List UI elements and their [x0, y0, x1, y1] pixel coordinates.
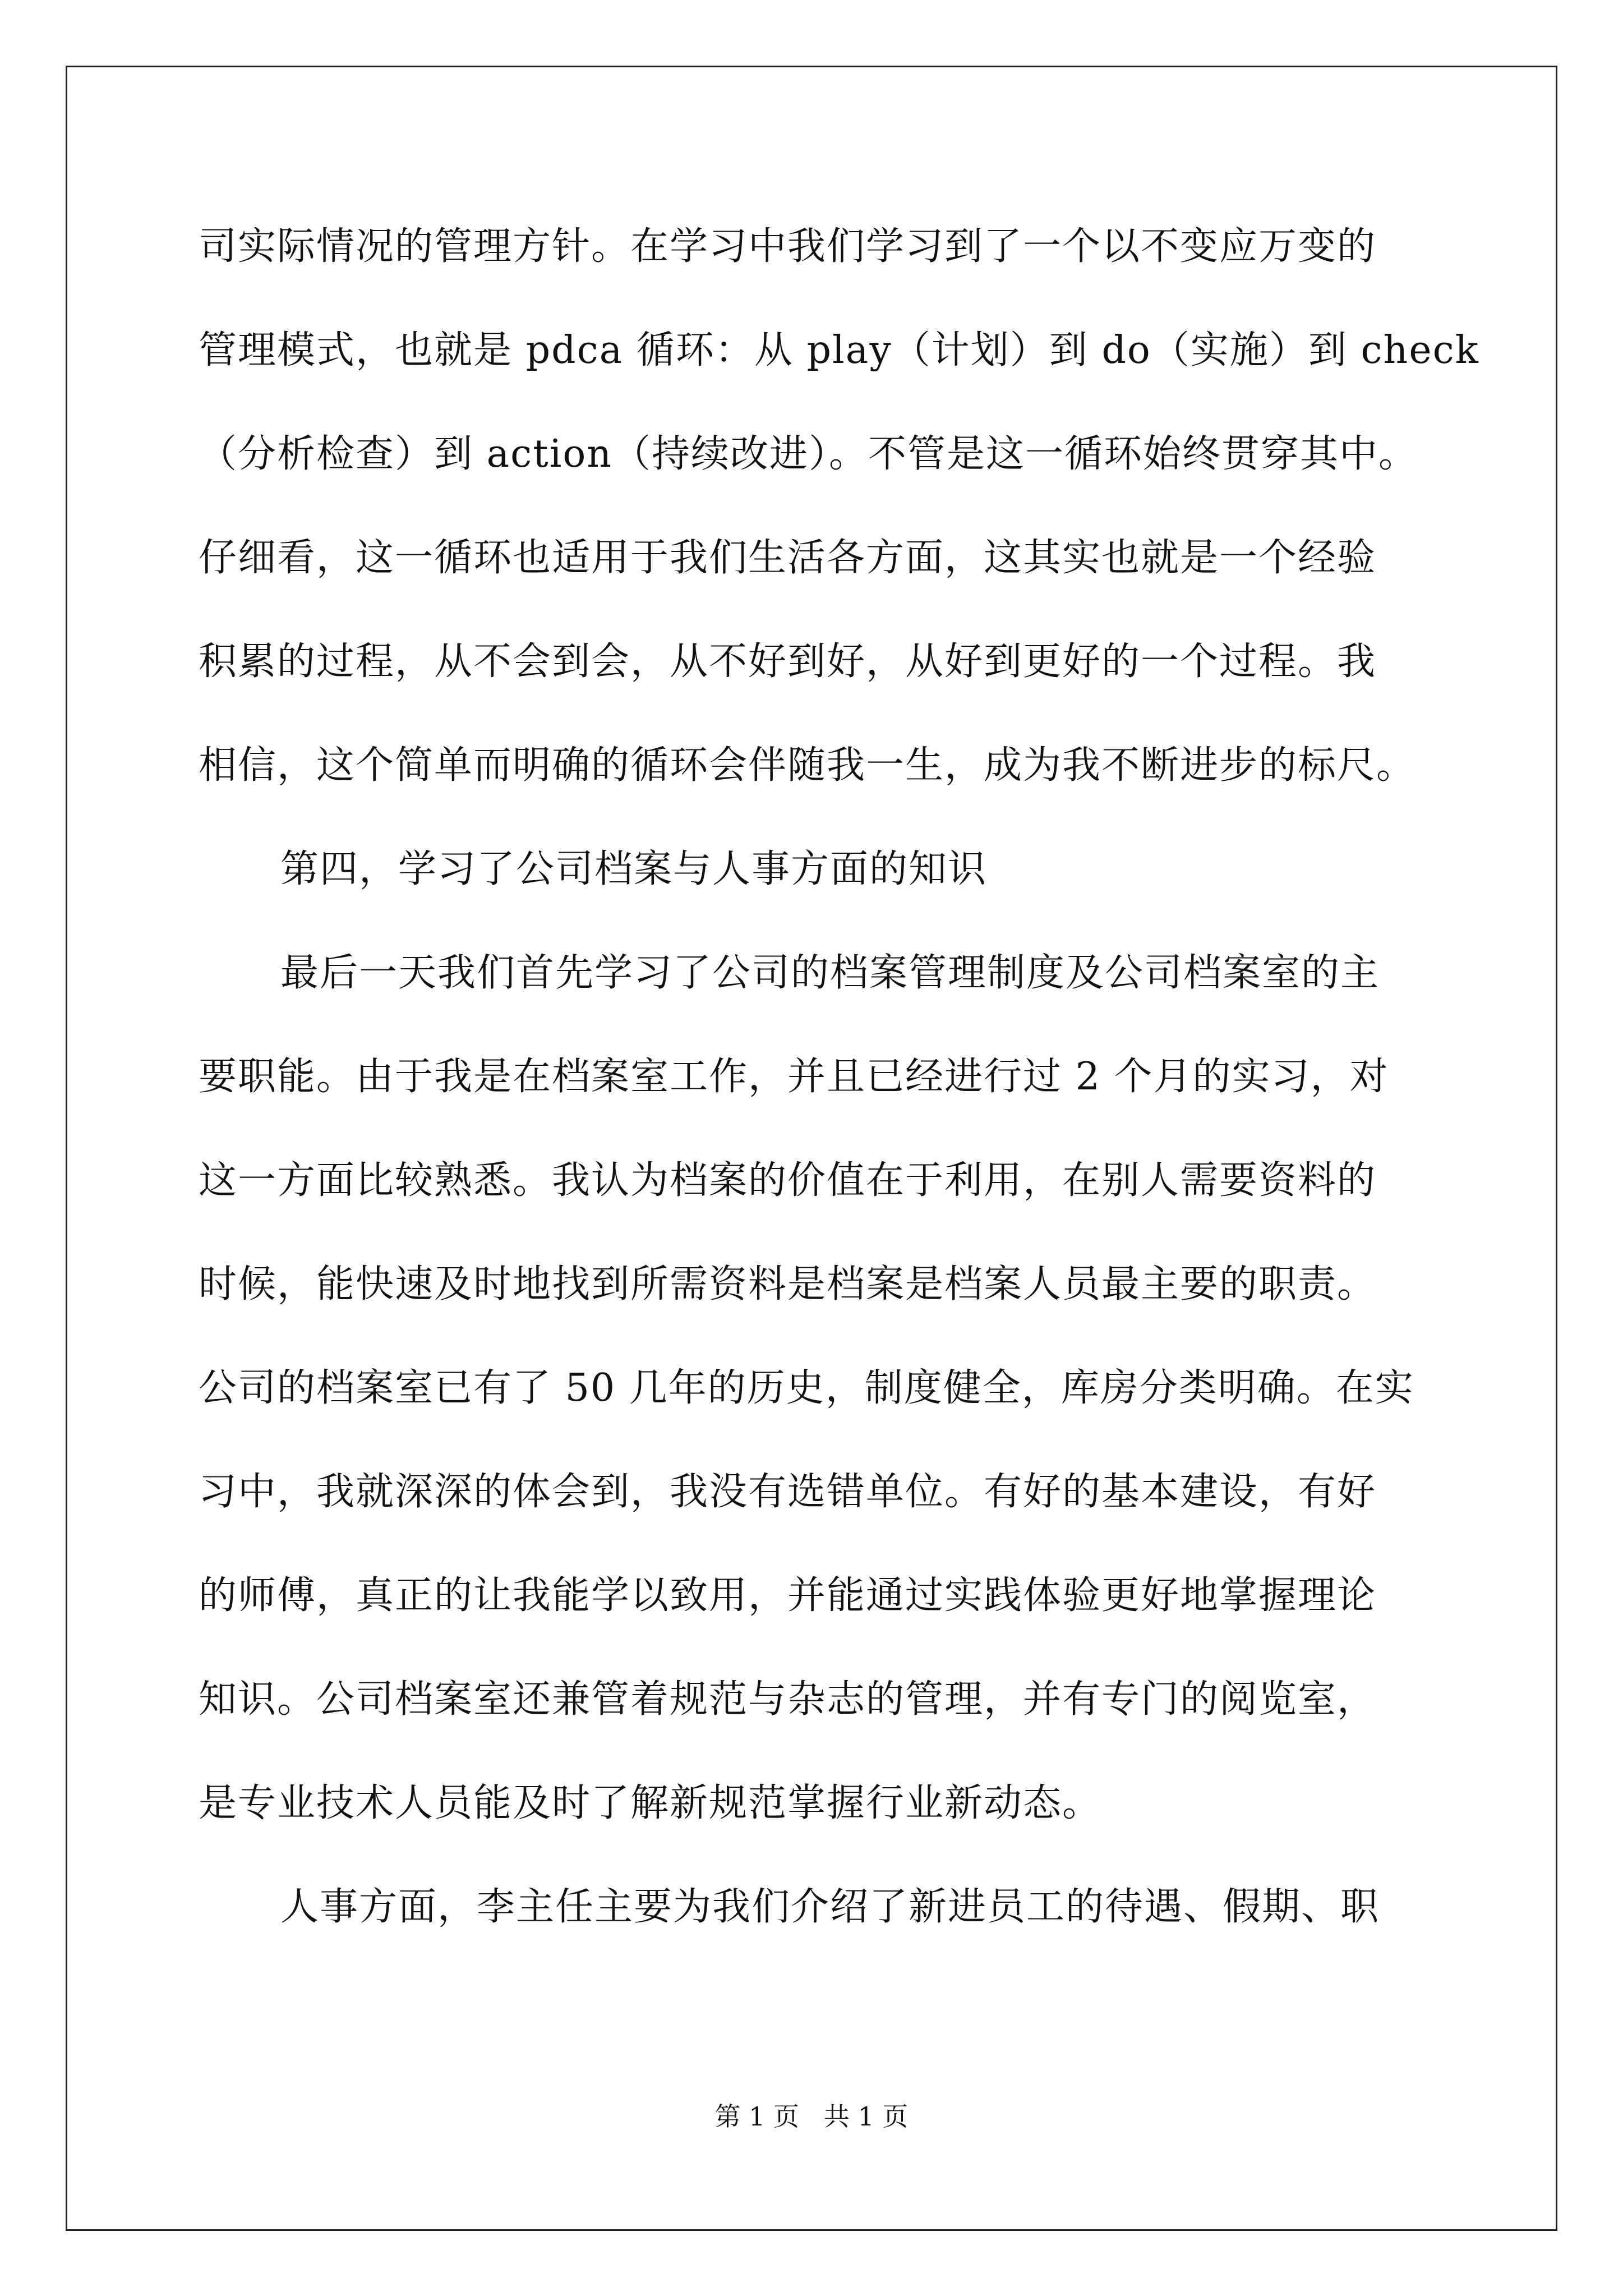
text-line-15: 知识。公司档案室还兼管着规范与杂志的管理，并有专门的阅览室，	[199, 1677, 1377, 1722]
text-line-17: 人事方面，李主任主要为我们介绍了新进员工的待遇、假期、职	[280, 1885, 1380, 1929]
text-line-14: 的师傅，真正的让我能学以致用，并能通过实践体验更好地掌握理论	[199, 1573, 1377, 1618]
text-line-9: 要职能。由于我是在档案室工作，并且已经进行过 2 个月的实习，对	[199, 1055, 1389, 1099]
text-line-1: 司实际情况的管理方针。在学习中我们学习到了一个以不变应万变的	[199, 224, 1377, 269]
text-line-16: 是专业技术人员能及时了解新规范掌握行业新动态。	[199, 1781, 1102, 1825]
text-line-8: 最后一天我们首先学习了公司的档案管理制度及公司档案室的主	[280, 951, 1380, 995]
text-line-4: 仔细看，这一循环也适用于我们生活各方面，这其实也就是一个经验	[199, 536, 1377, 580]
text-line-2: 管理模式，也就是 pdca 循环：从 play（计划）到 do（实施）到 check	[199, 328, 1479, 372]
text-line-10: 这一方面比较熟悉。我认为档案的价值在于利用，在别人需要资料的	[199, 1158, 1377, 1203]
text-line-3: （分析检查）到 action（持续改进）。不管是这一循环始终贯穿其中。	[199, 432, 1418, 476]
page-footer: 第 1 页 共 1 页	[714, 2101, 909, 2132]
text-line-13: 习中，我就深深的体会到，我没有选错单位。有好的基本建设，有好	[199, 1470, 1377, 1514]
text-line-6: 相信，这个简单而明确的循环会伴随我一生，成为我不断进步的标尺。	[199, 743, 1416, 788]
section-heading: 第四，学习了公司档案与人事方面的知识	[280, 847, 988, 891]
text-line-5: 积累的过程，从不会到会，从不好到好，从好到更好的一个过程。我	[199, 639, 1377, 684]
text-line-12: 公司的档案室已有了 50 几年的历史，制度健全，库房分类明确。在实	[199, 1366, 1414, 1410]
text-line-11: 时候，能快速及时地找到所需资料是档案是档案人员最主要的职责。	[199, 1262, 1377, 1306]
